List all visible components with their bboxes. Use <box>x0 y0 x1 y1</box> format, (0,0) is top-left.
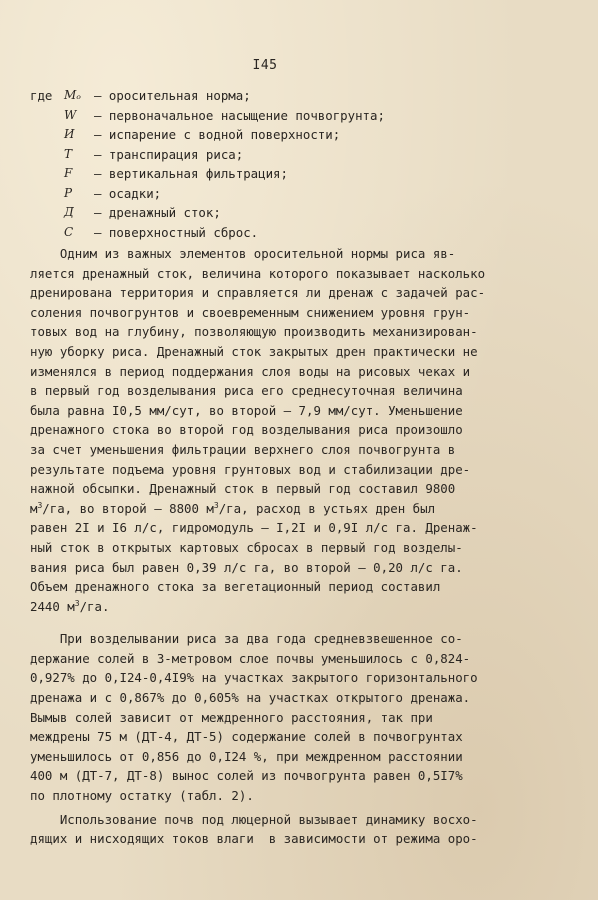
text-line: держание солей в 3-метровом слое почвы уменьшилось с 0,824- <box>30 650 471 666</box>
legend-row <box>30 203 510 223</box>
text-line: 400 м (ДТ-7, ДТ-8) вынос солей из почвогрунта равен 0,5I7% <box>30 768 463 784</box>
paragraph-drainage <box>30 244 500 616</box>
text-line: 0,927% до 0,I24-0,4I9% на участках закрытого горизонтального <box>30 670 478 686</box>
legend-symbol: Р <box>64 185 73 200</box>
page-number: I45 <box>252 58 278 73</box>
text-line: Одним из важных элементов оросительной нормы риса яв- <box>30 246 456 261</box>
text-line: уменьшилось от 0,856 до 0,I24 %, при междренном расстоянии <box>30 748 463 764</box>
text-line: изменялся в период поддержания слоя воды на рисовых чеках и <box>30 363 471 379</box>
text-line: ный сток в открытых картовых сбросах в первый год возделы- <box>30 539 463 555</box>
legend-row <box>30 145 510 165</box>
legend-row <box>30 125 510 145</box>
text-line: междрены 75 м (ДТ-4, ДТ-5) содержание солей в почвогрунтах <box>30 729 463 745</box>
text-line: При возделывании риса за два года средневзвешенное со- <box>30 631 463 647</box>
text-line: дренирована территория и справляется ли дренаж с задачей рас- <box>30 285 486 301</box>
paragraph-gap <box>30 616 500 629</box>
legend-row <box>30 223 510 243</box>
text-fragment: м <box>30 500 38 516</box>
legend-symbol: W <box>64 107 77 122</box>
text-line: равен 2I и I6 л/с, гидромодуль – I,2I и 0,9I л/с га. Дренаж- <box>30 520 478 536</box>
symbol-legend <box>30 86 510 242</box>
text-line: дренажного стока во второй год возделывания риса произошло <box>30 422 463 438</box>
legend-symbol: Д <box>64 205 74 219</box>
paragraph-alfalfa <box>30 810 500 849</box>
legend-description: – оросительная норма; <box>94 88 251 103</box>
legend-symbol: И <box>64 127 75 141</box>
legend-row <box>30 86 510 106</box>
text-fragment: 2440 м <box>30 598 75 614</box>
text-line: результате подъема уровня грунтовых вод и стабилизации дре- <box>30 461 471 477</box>
text-line: была равна I0,5 мм/сут, во второй – 7,9 мм/сут. Уменьшение <box>30 402 463 418</box>
text-line <box>30 597 500 617</box>
legend-row <box>30 106 510 126</box>
text-line: в первый год возделывания риса его среднесуточная величина <box>30 383 463 399</box>
text-line: Использование почв под люцерной вызывает динамику восхо- <box>30 811 478 827</box>
text-line: вания риса был равен 0,39 л/с га, во второй – 0,20 л/с га. <box>30 559 463 575</box>
body-text <box>30 244 500 849</box>
text-line: соления почвогрунтов и своевременным снижением уровня грун- <box>30 304 471 320</box>
text-line: товых вод на глубину, позволяющую производить механизирован- <box>30 324 478 340</box>
legend-row <box>30 184 510 204</box>
superscript: 3 <box>213 500 219 510</box>
text-line: ляется дренажный сток, величина которого показывает насколько <box>30 265 486 281</box>
legend-where-word: где <box>30 88 53 103</box>
text-line: нажной обсыпки. Дренажный сток в первый год составил 9800 <box>30 481 456 497</box>
legend-description: – испарение с водной поверхности; <box>94 127 341 142</box>
legend-row <box>30 164 510 184</box>
text-fragment: /га. <box>79 598 110 614</box>
text-line: дящих и нисходящих токов влаги в зависимости от режима оро- <box>30 831 478 847</box>
legend-symbol: С <box>64 224 74 239</box>
text-line: по плотному остатку (табл. 2). <box>30 788 254 804</box>
legend-symbol: Mₒ <box>64 88 81 102</box>
legend-description: – первоначальное насыщение почвогрунта; <box>94 107 385 123</box>
text-line: Вымыв солей зависит от междренного расстояния, так при <box>30 709 433 725</box>
legend-description: – дренажный сток; <box>94 205 221 220</box>
legend-symbol: F <box>64 166 73 180</box>
paragraph-salts <box>30 629 500 805</box>
text-fragment: /га, расход в устьях дрен был <box>218 500 436 516</box>
legend-description: – поверхностный сброс. <box>94 224 259 240</box>
superscript: 3 <box>37 500 43 510</box>
legend-symbol: Т <box>64 146 73 161</box>
text-line: Объем дренажного стока за вегетационный период составил <box>30 579 441 595</box>
text-line: дренажа и с 0,867% до 0,605% на участках открытого дренажа. <box>30 690 471 706</box>
text-line: ную уборку риса. Дренажный сток закрытых дрен практически не <box>30 343 478 359</box>
legend-description: – осадки; <box>94 185 162 201</box>
legend-description: – вертикальная фильтрация; <box>94 166 288 181</box>
text-line <box>30 499 500 519</box>
superscript: 3 <box>74 598 80 608</box>
legend-description: – транспирация риса; <box>94 146 244 162</box>
text-line: за счет уменьшения фильтрации верхнего слоя почвогрунта в <box>30 441 456 457</box>
text-fragment: /га, во второй – 8800 м <box>42 500 214 516</box>
